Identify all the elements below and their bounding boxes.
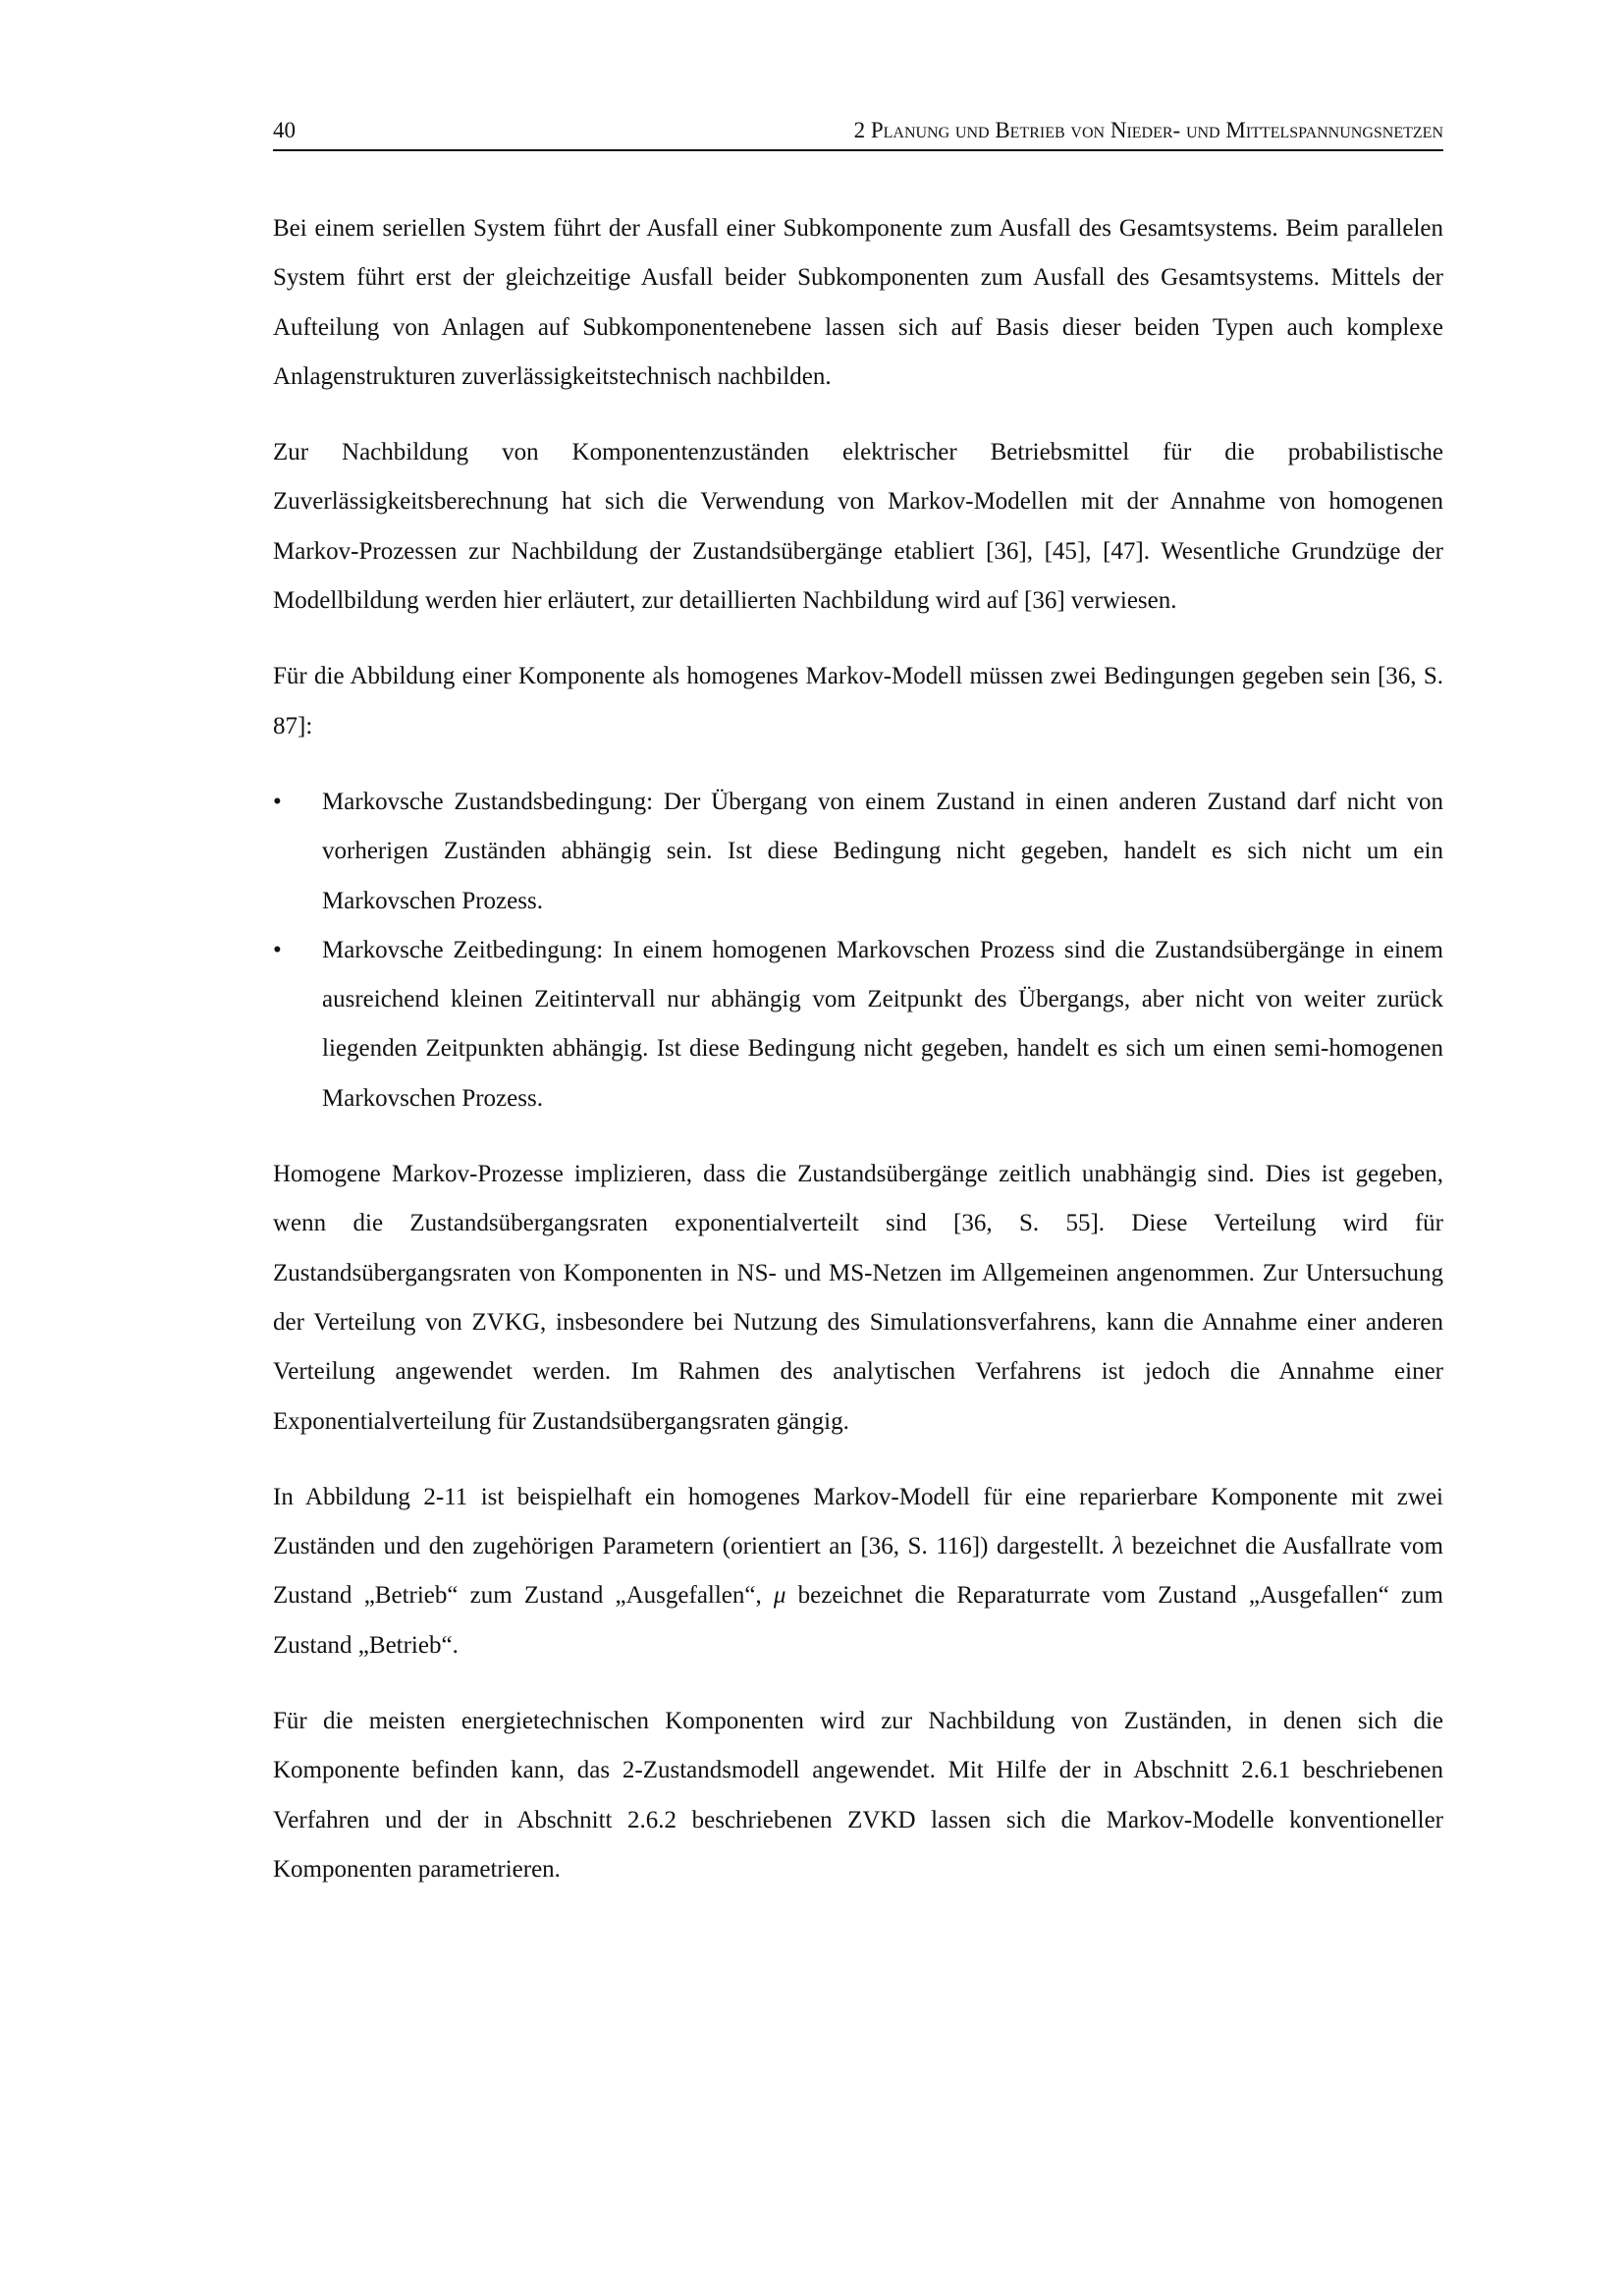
text-run: In Abbildung 2-11 ist beispielhaft ein homogenes Markov-Modell für eine reparierbare Komponente mit zwei Zuständen und den zugehörigen Parametern (orientiert an [36, S. 116]) dargestellt. [273,1483,1443,1560]
conditions-list [273,778,1443,1123]
paragraph-homogeneous: Homogene Markov-Prozesse implizieren, dass die Zustandsübergänge zeitlich unabhängig sind. Dies ist gegeben, wenn die Zustandsübergangsraten exponentialverteilt sind [36, S. 55]. Diese Verteilung wird für Zustandsübergangsraten von Komponenten in NS- und MS-Netzen im Allgemeinen angenommen. Zur Untersuchung der Verteilung von ZVKG, insbesondere bei Nutzung des Simulationsverfahrens, kann die Annahme einer anderen Verteilung angewendet werden. Im Rahmen des analytischen Verfahrens ist jedoch die Annahme einer Exponentialverteilung für Zustandsübergangsraten gängig. [273,1161,1443,1435]
chapter-title: 2 Planung und Betrieb von Nieder- und Mittelspannungsnetzen [853,118,1443,142]
mu-symbol: μ [773,1582,786,1610]
running-header [273,114,1443,151]
paragraph-systems: Bei einem seriellen System führt der Ausfall einer Subkomponente zum Ausfall des Gesamtsystems. Beim parallelen System führt erst der gleichzeitige Ausfall beider Subkomponenten zum Ausfall des Gesamtsystems. Mittels der Aufteilung von Anlagen auf Subkomponentenebene lassen sich auf Basis dieser beiden Typen auch komplexe Anlagenstrukturen zuverlässigkeitstechnisch nachbilden. [273,215,1443,390]
bullet-icon: • [273,936,282,963]
list-item-text: Markovsche Zustandsbedingung: Der Übergang von einem Zustand in einen anderen Zustand darf nicht von vorherigen Zuständen abhängig sein. Ist diese Bedingung nicht gegeben, handelt es sich nicht um ein Markovschen Prozess. [322,788,1443,914]
page-body [273,204,1443,1921]
paragraph-markov-intro: Zur Nachbildung von Komponentenzuständen elektrischer Betriebsmittel für die probabilistische Zuverlässigkeitsberechnung hat sich die Verwendung von Markov-Modellen mit der Annahme von homogenen Markov-Prozessen zur Nachbildung der Zustandsübergänge etabliert [36], [45], [47]. Wesentliche Grundzüge der Modellbildung werden hier erläutert, zur detaillierten Nachbildung wird auf [36] verwiesen. [273,439,1443,615]
list-item-text: Markovsche Zeitbedingung: In einem homogenen Markovschen Prozess sind die Zustandsübergänge in einem ausreichend kleinen Zeitintervall nur abhängig vom Zeitpunkt des Übergangs, aber nicht von weiter zurück liegenden Zeitpunkten abhängig. Ist diese Bedingung nicht gegeben, handelt es sich um einen semi-homogenen Markovschen Prozess. [322,936,1443,1112]
paragraph-two-state-model: Für die meisten energietechnischen Komponenten wird zur Nachbildung von Zuständen, in denen sich die Komponente befinden kann, das 2-Zustandsmodell angewendet. Mit Hilfe der in Abschnitt 2.6.1 beschriebenen Verfahren und der in Abschnitt 2.6.2 beschriebenen ZVKD lassen sich die Markov-Modelle konventioneller Komponenten parametrieren. [273,1708,1443,1883]
list-item [273,926,1443,1123]
lambda-symbol: λ [1112,1533,1124,1560]
list-item [273,778,1443,926]
text-run: bezeichnet die Ausfallrate vom Zustand „Betrieb“ zum Zustand „Ausgefallen“, [273,1533,1443,1610]
bullet-icon: • [273,788,282,815]
paragraph-conditions: Für die Abbildung einer Komponente als homogenes Markov-Modell müssen zwei Bedingungen gegeben sein [36, S. 87]: [273,663,1443,739]
text-run: bezeichnet die Reparaturrate vom Zustand „Ausgefallen“ zum Zustand „Betrieb“. [273,1582,1443,1659]
paragraph-figure-reference [273,1473,1443,1670]
page-number: 40 [273,118,296,142]
